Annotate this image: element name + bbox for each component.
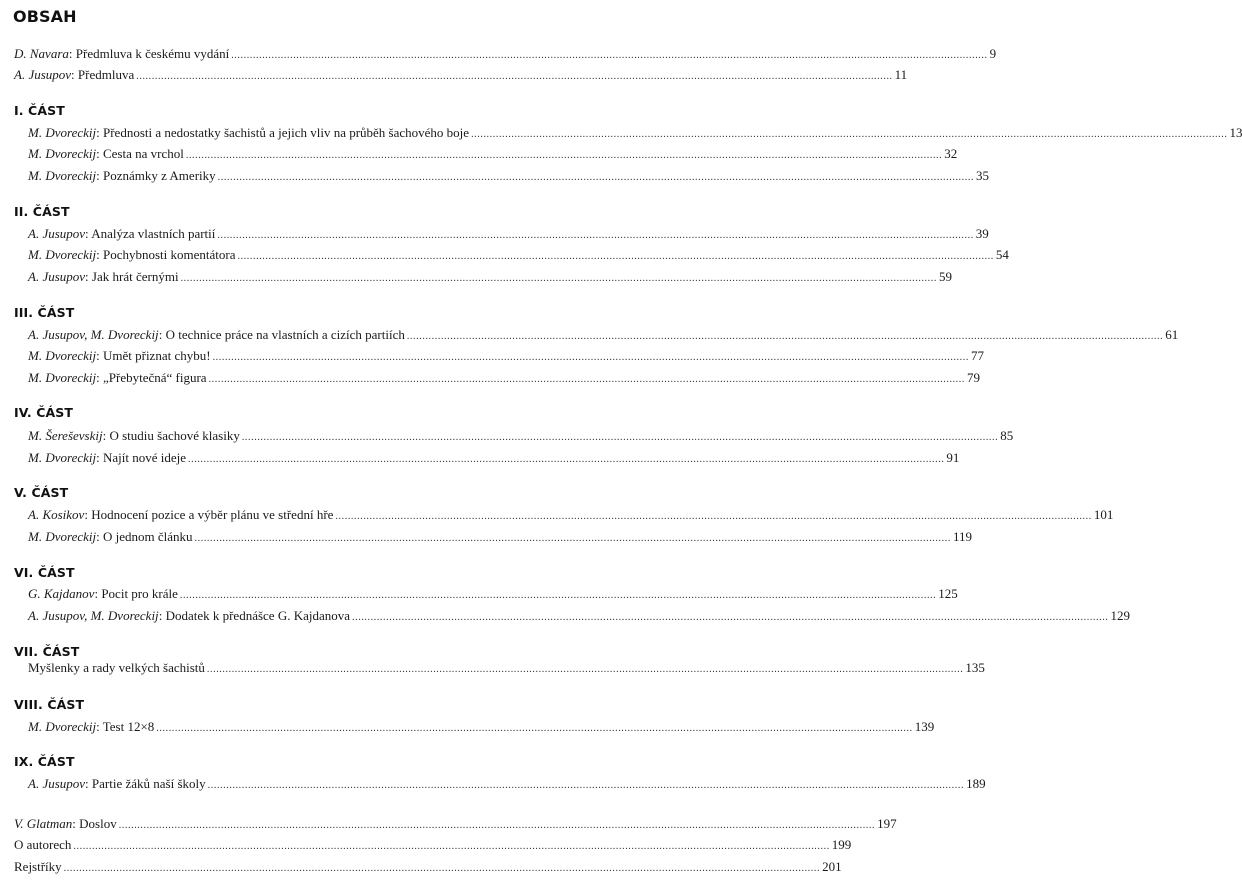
toc-entry[interactable] xyxy=(14,816,897,832)
toc-entry-title: O autorech xyxy=(14,837,72,852)
toc-entry-title: M. Šereševskij: O studiu šachové klasiky xyxy=(28,428,240,443)
toc-entry[interactable] xyxy=(28,660,985,676)
toc-entry-author: A. Jusupov, M. Dvoreckij xyxy=(28,608,159,623)
toc-entry-page: 61 xyxy=(1165,327,1179,342)
toc-entry-page: 11 xyxy=(894,67,908,82)
toc-entry[interactable] xyxy=(28,507,1114,523)
dot-leader: .................................................................................................................................................................................................................................................... xyxy=(206,664,964,675)
part-heading: VIII. ČÁST xyxy=(14,697,85,712)
toc-entry-title: A. Jusupov: Předmluva xyxy=(14,67,135,82)
page-title: OBSAH xyxy=(13,7,77,26)
toc-entry-title: A. Jusupov: Partie žáků naší školy xyxy=(28,776,206,791)
dot-leader: .................................................................................................................................................................................................................................................... xyxy=(118,820,876,831)
toc-entry-title: M. Dvoreckij: Test 12×8 xyxy=(28,719,155,734)
toc-entry-title: A. Jusupov: Analýza vlastních partií xyxy=(28,226,216,241)
toc-entry-author: V. Glatman xyxy=(14,816,73,831)
toc-entry-author: G. Kajdanov xyxy=(28,586,95,601)
toc-entry[interactable] xyxy=(14,67,908,83)
toc-entry[interactable] xyxy=(28,146,958,162)
toc-entry-title: A. Jusupov, M. Dvoreckij: Dodatek k přednášce G. Kajdanova xyxy=(28,608,351,623)
part-heading: IV. ČÁST xyxy=(14,405,73,420)
toc-entry-page: 129 xyxy=(1110,608,1130,623)
part-heading: VI. ČÁST xyxy=(14,565,75,580)
toc-entry-page: 77 xyxy=(970,348,984,363)
toc-entry-page: 79 xyxy=(966,370,980,385)
toc-entry-title: M. Dvoreckij: Přednosti a nedostatky šachistů a jejich vliv na průběh šachového boje xyxy=(28,125,470,140)
dot-leader: .................................................................................................................................................................................................................................................... xyxy=(194,533,951,544)
toc-entry-title: V. Glatman: Doslov xyxy=(14,816,117,831)
toc-entry-author: A. Kosikov xyxy=(28,507,85,522)
dot-leader: .................................................................................................................................................................................................................................................... xyxy=(217,172,975,183)
toc-entry-page: 54 xyxy=(995,247,1009,262)
toc-entry[interactable] xyxy=(28,776,986,792)
toc-entry-page: 119 xyxy=(952,529,972,544)
toc-entry-page: 135 xyxy=(965,660,985,675)
toc-entry-page: 201 xyxy=(822,859,842,874)
toc-entry[interactable] xyxy=(28,586,958,602)
toc-entry-author: M. Dvoreckij xyxy=(28,370,97,385)
dot-leader: .................................................................................................................................................................................................................................................... xyxy=(335,511,1092,522)
toc-entry-title: M. Dvoreckij: O jednom článku xyxy=(28,529,193,544)
dot-leader: .................................................................................................................................................................................................................................................... xyxy=(241,432,999,443)
dot-leader: .................................................................................................................................................................................................................................................... xyxy=(217,230,974,241)
toc-entry-author: M. Dvoreckij xyxy=(28,450,97,465)
toc-entry-author: A. Jusupov xyxy=(14,67,72,82)
toc-entry[interactable] xyxy=(28,348,984,364)
toc-entry[interactable] xyxy=(28,247,1009,263)
toc-entry-author: A. Jusupov, M. Dvoreckij xyxy=(28,327,159,342)
dot-leader: .................................................................................................................................................................................................................................................... xyxy=(237,251,994,262)
toc-entry-page: 189 xyxy=(966,776,986,791)
toc-entry-author: M. Dvoreckij xyxy=(28,125,97,140)
toc-entry[interactable] xyxy=(14,859,842,875)
dot-leader: .................................................................................................................................................................................................................................................... xyxy=(406,331,1164,342)
toc-entry-page: 9 xyxy=(989,46,997,61)
part-heading: I. ČÁST xyxy=(14,103,65,118)
toc-entry-title: Myšlenky a rady velkých šachistů xyxy=(28,660,205,675)
toc-entry-page: 199 xyxy=(831,837,852,852)
part-heading: V. ČÁST xyxy=(14,485,69,500)
dot-leader: .................................................................................................................................................................................................................................................... xyxy=(188,454,945,465)
dot-leader: .................................................................................................................................................................................................................................................... xyxy=(185,150,943,161)
dot-leader: .................................................................................................................................................................................................................................................... xyxy=(207,780,965,791)
toc-entry-page: 13 xyxy=(1229,125,1242,140)
dot-leader: .................................................................................................................................................................................................................................................... xyxy=(208,374,965,385)
toc-entry[interactable] xyxy=(28,269,952,285)
toc-entry-page: 59 xyxy=(938,269,952,284)
dot-leader: .................................................................................................................................................................................................................................................... xyxy=(212,352,969,363)
toc-entry-author: M. Dvoreckij xyxy=(28,529,97,544)
toc-entry-title: M. Dvoreckij: Cesta na vrchol xyxy=(28,146,184,161)
toc-entry-title: M. Dvoreckij: Umět přiznat chybu! xyxy=(28,348,211,363)
part-heading: III. ČÁST xyxy=(14,305,75,320)
dot-leader: .................................................................................................................................................................................................................................................... xyxy=(136,71,893,82)
toc-entry[interactable] xyxy=(28,125,1242,141)
toc-entry-author: M. Šereševskij xyxy=(28,428,103,443)
toc-entry-title: A. Kosikov: Hodnocení pozice a výběr plánu ve střední hře xyxy=(28,507,334,522)
toc-entry[interactable] xyxy=(28,719,935,735)
toc-entry-author: A. Jusupov xyxy=(28,226,86,241)
toc-entry-title: A. Jusupov: Jak hrát černými xyxy=(28,269,179,284)
dot-leader: .................................................................................................................................................................................................................................................... xyxy=(471,129,1228,140)
toc-entry-author: M. Dvoreckij xyxy=(28,719,97,734)
dot-leader: .................................................................................................................................................................................................................................................... xyxy=(179,590,937,601)
toc-entry[interactable] xyxy=(14,837,852,853)
toc-entry-title: Rejstříky xyxy=(14,859,62,874)
toc-entry-page: 139 xyxy=(914,719,935,734)
toc-entry[interactable] xyxy=(28,168,990,184)
toc-entry-author: M. Dvoreckij xyxy=(28,348,97,363)
toc-entry-title: M. Dvoreckij: „Přebytečná“ figura xyxy=(28,370,207,385)
toc-entry[interactable] xyxy=(28,428,1014,444)
toc-entry-page: 39 xyxy=(975,226,989,241)
toc-entry-author: M. Dvoreckij xyxy=(28,146,97,161)
toc-entry[interactable] xyxy=(28,608,1130,624)
dot-leader: .................................................................................................................................................................................................................................................... xyxy=(352,612,1109,623)
dot-leader: .................................................................................................................................................................................................................................................... xyxy=(63,863,821,874)
toc-entry-author: D. Navara xyxy=(14,46,69,61)
toc-entry[interactable] xyxy=(14,46,997,62)
toc-entry[interactable] xyxy=(28,450,960,466)
toc-entry-title: D. Navara: Předmluva k českému vydání xyxy=(14,46,230,61)
toc-entry-page: 101 xyxy=(1093,507,1114,522)
dot-leader: .................................................................................................................................................................................................................................................... xyxy=(231,50,988,61)
toc-entry-title: G. Kajdanov: Pocit pro krále xyxy=(28,586,178,601)
toc-entry-author: M. Dvoreckij xyxy=(28,168,97,183)
dot-leader: .................................................................................................................................................................................................................................................... xyxy=(73,841,830,852)
part-heading: VII. ČÁST xyxy=(14,644,80,659)
toc-entry-page: 197 xyxy=(877,816,897,831)
part-heading: II. ČÁST xyxy=(14,204,70,219)
toc-entry-page: 85 xyxy=(1000,428,1014,443)
toc-entry-title: M. Dvoreckij: Pochybnosti komentátora xyxy=(28,247,236,262)
toc-entry-page: 35 xyxy=(976,168,990,183)
toc-entry-page: 125 xyxy=(938,586,958,601)
part-heading: IX. ČÁST xyxy=(14,754,75,769)
toc-entry-title: M. Dvoreckij: Poznámky z Ameriky xyxy=(28,168,216,183)
toc-entry[interactable] xyxy=(28,529,972,545)
toc-entry-title: A. Jusupov, M. Dvoreckij: O technice práce na vlastních a cizích partiích xyxy=(28,327,405,342)
toc-entry[interactable] xyxy=(28,327,1179,343)
toc-entry[interactable] xyxy=(28,370,980,386)
toc-entry-author: M. Dvoreckij xyxy=(28,247,97,262)
dot-leader: .................................................................................................................................................................................................................................................... xyxy=(180,273,937,284)
toc-entry-page: 91 xyxy=(946,450,960,465)
toc-entry-page: 32 xyxy=(944,146,958,161)
dot-leader: .................................................................................................................................................................................................................................................... xyxy=(156,723,913,734)
toc-entry[interactable] xyxy=(28,226,989,242)
toc-entry-title: M. Dvoreckij: Najít nové ideje xyxy=(28,450,187,465)
toc-entry-author: A. Jusupov xyxy=(28,269,86,284)
toc-entry-author: A. Jusupov xyxy=(28,776,86,791)
